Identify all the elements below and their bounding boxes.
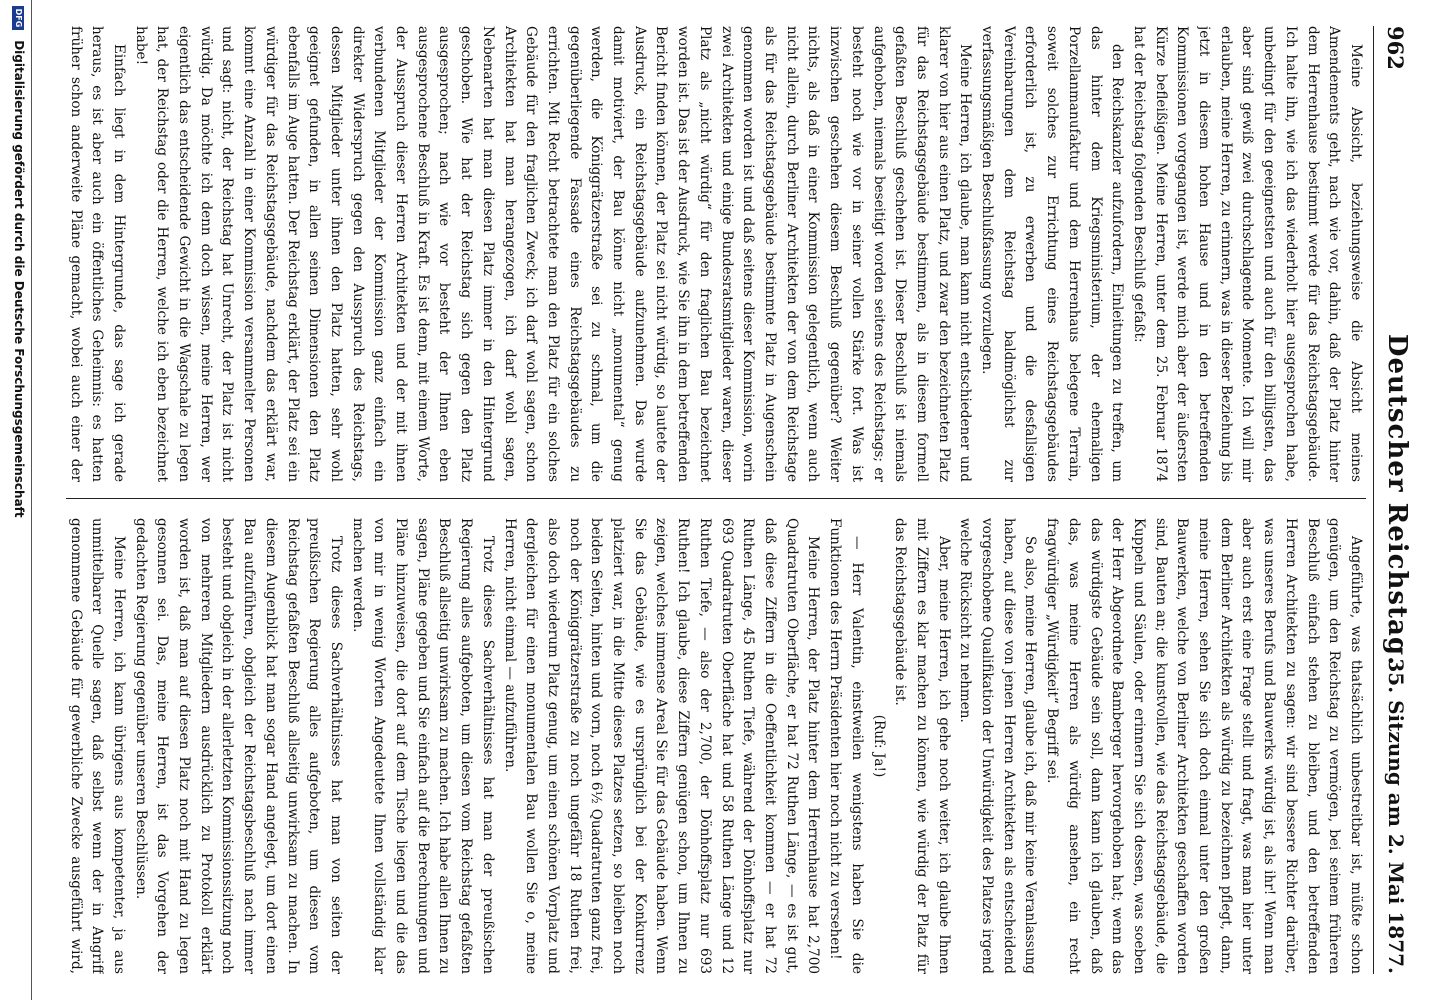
running-head xyxy=(1373,26,1420,974)
paragraph: Angeführte, was thatsächlich unbestreitbar ist, müßte schon genügen, um den Reichstag zu vermögen, bei seinem früheren Beschluß einfach stehen zu bleiben, und den betreffenden Herren Architekten zu sagen: wir sind bessere Richter darüber, was unseres Berufs und Bauwerks würdig ist, als ihr! Wenn man aber auch erst eine Frage stellt und fragt, was man hier unter dem Berliner Architekten als würdig zu bezeichnen pflegt, dann, meine Herren, sehen Sie sich doch einmal unter den großen Bauwerken, welche von Berliner Architekten geschaffen worden sind, Bauten an; die kunstvollen, wie das Reichstagsgebäude, die Kuppeln und Säulen, oder erinnern Sie sich dessen, was soeben der Herr Abgeordnete Bamberger hervorgehoben hat; wenn das das würdigste Gebäude sein soll, dann kann ich glauben, daß das, was meine Herren als würdig ansehen, ein recht fragwürdiger „Würdigkeit“ Begriff sei. xyxy=(1044,518,1364,974)
paragraph: Aber, meine Herren, ich gehe noch weiter, ich glaube Ihnen mit Ziffern es klar machen zu können, wie würdig der Platz für das Reichstagsgebäude ist. xyxy=(892,518,952,974)
footer-divider xyxy=(31,0,32,1000)
paragraph: Einfach liegt in dem Hintergrunde, das sage ich gerade heraus, es ist aber auch ein öffentliches Geheimnis: es hatten früher schon anderweite Pläne gemacht, wobei auch einer der xyxy=(67,26,127,482)
paragraph: — Herr Valentin, einstweilen wenigstens haben Sie die Funktionen des Herrn Präsidenten hier noch nicht zu versehen! xyxy=(827,518,865,974)
page-number: 962 xyxy=(1383,26,1408,70)
column-divider xyxy=(66,498,1366,499)
session-heading: 35. Sitzung am 2. Mai 1877. xyxy=(1384,658,1408,974)
footer-text: Digitalisierung gefördert durch die Deutsche Forschungsgemeinschaft xyxy=(12,40,26,518)
left-column xyxy=(66,26,1366,482)
paragraph: den Reichskanzler aufzufordern, Einleitungen zu treffen, um das hinter dem Kriegsministerium, der ehemaligen Porzellanmanufaktur und dem Herrenhaus belegene Terrain, soweit solches zur Errichtung eines Reichstagsgebäudes erforderlich ist, zu erwerben und die desfallsigen Vereinbarungen dem Reichstag baldmöglichst zur verfassungsmäßigen Beschlußfassung vorzulegen. xyxy=(979,26,1126,482)
digitization-footer xyxy=(6,6,26,996)
dfg-logo-icon: DFG xyxy=(13,6,25,30)
page-title: Deutscher Reichstag. xyxy=(1382,333,1412,667)
paragraph: Meine Absicht, beziehungsweise die Absicht meines Amendements geht, nach wie vor, dahin, daß der Platz hinter dem Herrenhause bestimmt werde für das Reichstagsgebäude. Ich halte ihn, wie ich das wiederholt hier ausgesprochen habe, unbedingt für den geeignetsten und auch für den billigsten, das aber sind gewiß zwei durchschlagende Momente. Ich will mir erlauben, meine Herren, zu erinnern, was in dieser Beziehung bis jetzt in diesem hohen Hause und in den betreffenden Kommissionen vorgegangen ist, werde mich aber der äußersten Kürze befleißigen. Meine Herren, unter dem 25. Februar 1874 hat der Reichstag folgenden Beschluß gefaßt: xyxy=(1130,26,1364,482)
interjection: (Ruf: Ja!) xyxy=(870,714,887,778)
paragraph: Meine Herren, der Platz hinter dem Herrenhause hat 2,700 Quadratruten Oberfläche, er hat 72 Ruthen Länge, — es ist gut, daß diese Ziffern in die Oeffentlichkeit kommen — er hat 72 Ruthen Länge, 45 Ruthen Tiefe, während der Dönhoffsplatz nur 693 Quadratruten Oberfläche hat und 58 Ruthen Länge und 12 Ruthen Tiefe, — also der 2,700, der Dönhoffsplatz nur 693 Ruthen! Ich glaube, diese Ziffern genügen schon, um Ihnen zu zeigen, welches immense Areal Sie für das Gebäude haben. Wenn Sie das Gebäude, wie es ursprünglich bei der Konkurrenz platziert war, in die Mitte dieses Platzes setzen, so bleiben noch beiden Seiten, hinten und vorn, noch 6½ Quadratruten ganz frei, noch der Königgrätzerstraße zu noch ungefähr 18 Ruthen frei, also doch wiederum Platz genug, um einen schönen Vorplatz und dergleichen für einen monumentalen Bau wollen Sie o, meine Herren, nicht einmal — aufzuführen. xyxy=(501,518,822,974)
paragraph: Trotz dieses Sachverhältnisses hat man von seiten der preußischen Regierung alles aufgeboten, um diesen vom Reichstag gefaßten Beschluß allseitig unwirksam zu machen. In diesem Augenblick hat man sogar Hand angelegt, um dort einen Bau aufzuführen, obgleich der Reichstagsbeschluß nach immer besteht und obgleich in der allerletzten Kommissionssitzung noch von mehreren Mitgliedern ausdrücklich zu Protokoll erklärt worden ist, daß man auf diesen Platz noch mit Hand zu legen gesonnen sei. Das, meine Herren, ist das Vorgehen der gedachten Regierung gegenüber unseren Beschlüssen. xyxy=(132,518,344,974)
right-column xyxy=(66,518,1366,974)
paragraph: Trotz dieses Sachverhältnisses hat man der preußischen Regierung alles aufgeboten, um diesen vom Reichstag gefaßten Beschluß allseitig unwirksam zu machen. Ich habe allen Ihnen zu sagen, Pläne gegeben und Sie einfach auf die Berechnungen und Pläne hinzuweisen, die dort auf dem Tische liegen und die das von mir in wenig Worten Angedeutete Ihnen vollständig klar machen werden. xyxy=(349,518,496,974)
paragraph: Meine Herren, ich glaube, man kann nicht entschiedener und klarer von hier aus einen Platz, und zwar den bezeichneten Platz für das Reichstagsgebäude bestimmen, als in diesem formell gefaßten Beschluß geschehen ist. Dieser Beschluß ist niemals aufgehoben, niemals beseitigt worden seitens des Reichstags; er besteht noch wie vor in seiner vollen Stärke fort. Was ist inzwischen geschehen diesem Beschluß gegenüber? Weiter nichts, als daß in einer Kommission gelegentlich, wenn auch nicht allein, durch Berliner Architekten der von dem Reichstage als für das Reichstagsgebäude bestimmte Platz in Augenschein genommen worden ist und daß seitens dieser Kommission, worin zwei Architekten und einige Bundesratsmitglieder waren, dieser Platz als „nicht würdig“ für den fraglichen Bau bezeichnet worden ist. Das ist der Ausdruck, wie Sie ihn in dem betreffenden Bericht finden können, der Platz sei nicht würdig, so lautete der Ausdruck, ein Reichstagsgebäude aufzunehmen. Das wurde damit motiviert, der Bau könne nicht „monumental“ genug werden, die Königgrätzerstraße sei zu schmal, um die gegenüberliegende Fassade eines Reichstagsgebäudes zu errichten. Mit Recht betrachtete man den Platz für ein solches Gebäude für den fraglichen Zweck; ich darf wohl sagen, schon Architekten hat man herangezogen, ich darf wohl sagen, Nebenarten hat man diesen Platz immer in den Hintergrund geschoben. Wie hat der Reichstag sich gegen den Platz ausgesprochen; nach wie vor besteht der Ihnen eben ausgesprochene Beschluß in Kraft. Es ist denn, mit einem Worte, der Ausspruch dieser Herren Architekten und der mit ihnen verbundenen Mitglieder der Kommission ganz einfach ein direkter Widerspruch gegen den Ausspruch des Reichstags, dessen Mitglieder unter ihnen den Platz hatten, sehr wohl geeignet gefunden, in allen seinen Dimensionen den Platz ebenfalls im Auge hatten. Der Reichstag erklärt, der Platz sei ein würdiger für das Reichstagsgebäude, nachdem das erklärt war, kommt eine Anzahl in einer Kommission versammelter Personen und sagt: nicht, der Reichstag hat Unrecht, der Platz ist nicht würdig. Da möchte ich denn doch wissen, meine Herren, wer eigentlich das entscheidende Gewicht in die Wagschale zu legen hat, der Reichstag oder die Herren, welche ich eben bezeichnet habe! xyxy=(132,26,974,482)
paragraph: Meine Herren, ich kann übrigens aus kompetenter, ja aus unmittelbarer Quelle sagen, daß selbst wenn der in Angriff genommene Gebäude für gewerbliche Zwecke ausgeführt wird, xyxy=(67,518,127,974)
paragraph: So also, meine Herren, glaube ich, daß mir keine Veranlassung haben, auf diese von jenen Herren Architekten als entscheidend vorgeschobene Qualifikation der Unwürdigkeit des Platzes irgend welche Rücksicht zu nehmen. xyxy=(957,518,1039,974)
